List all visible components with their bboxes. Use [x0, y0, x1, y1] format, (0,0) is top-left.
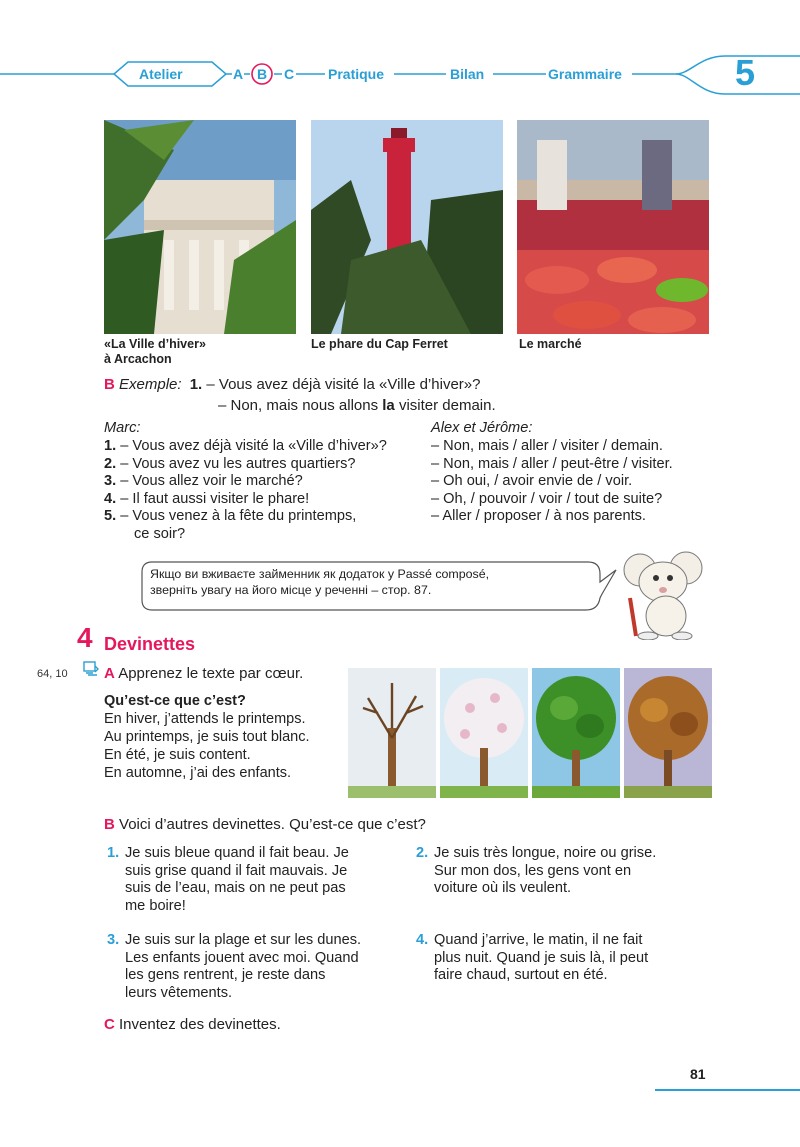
dialogue-line	[104, 438, 424, 456]
section-title: Devinettes	[104, 634, 196, 654]
dialogue-line	[104, 508, 424, 526]
riddle-number: 1.	[107, 845, 120, 861]
instruction-c-text: Inventez des devinettes.	[119, 1016, 281, 1033]
photo-ville-hiver	[104, 120, 296, 334]
line-text: – Vous allez voir le marché?	[120, 473, 303, 489]
riddle-line: plus nuit. Quand je suis là, il peut	[434, 949, 649, 966]
riddle-line: Les enfants jouent avec moi. Quand	[125, 949, 359, 966]
example-number: 1.	[189, 376, 203, 393]
instruction-b	[104, 816, 426, 833]
tree-winter	[348, 668, 436, 798]
market-image	[517, 120, 709, 334]
riddle-number: 2.	[416, 845, 429, 861]
example-answer	[218, 397, 496, 415]
nav-grammaire[interactable]: Grammaire	[548, 66, 622, 82]
section-number: 4	[77, 622, 93, 653]
line-text: – Vous avez déjà visité la «Ville d’hiver»?	[120, 438, 387, 454]
riddle-line: les gens rentrent, je reste dans	[125, 967, 326, 984]
bubble-line: Якщо ви вживаєте займенник як додаток у Passé composé,	[150, 567, 490, 581]
riddle-line: Je suis bleue quand il fait beau. Je	[125, 845, 349, 861]
example-answer-bold: la	[382, 397, 395, 414]
instruction-b-text: Voici d’autres devinettes. Qu’est-ce que c’est?	[119, 816, 426, 833]
villa-image	[104, 120, 296, 334]
example-label: Exemple:	[119, 376, 182, 393]
poem-line: Au printemps, je suis tout blanc.	[104, 729, 310, 745]
audio-icon[interactable]	[83, 661, 99, 678]
nav-a[interactable]: A	[233, 66, 244, 82]
poem-title: Qu’est-ce que c’est?	[104, 693, 246, 709]
tree-summer	[532, 668, 620, 798]
bubble-text	[150, 566, 489, 598]
example-answer-post: visiter demain.	[394, 397, 496, 414]
dialogue-line	[104, 473, 424, 491]
marc-lines	[104, 438, 424, 543]
example-question: – Vous avez déjà visité la «Ville d’hiver»?	[206, 376, 481, 393]
riddle-line: leurs vêtements.	[125, 984, 233, 1001]
line-number: 5.	[104, 508, 117, 524]
page-number: 81	[690, 1066, 706, 1082]
nav-c[interactable]: C	[284, 66, 295, 82]
riddle-line: suis de l’eau, mais on ne peut pas	[125, 880, 346, 897]
riddle-3	[107, 932, 407, 1002]
example-answer-pre: – Non, mais nous allons	[218, 397, 383, 414]
poem-line: En hiver, j’attends le printemps.	[104, 711, 306, 727]
speaker-alex-jerome: Alex et Jérôme:	[431, 420, 533, 436]
instruction-b-letter: B	[104, 816, 115, 833]
exercise-b-letter: B	[104, 376, 115, 393]
riddle-1	[107, 845, 397, 915]
instruction-c-letter: C	[104, 1016, 115, 1033]
unit-number: 5	[735, 52, 756, 93]
caption-line: à Arcachon	[104, 352, 172, 366]
caption-line: «La Ville d’hiver»	[104, 337, 206, 351]
example-block	[104, 376, 480, 394]
tree-autumn	[624, 668, 712, 798]
lighthouse-image	[311, 120, 503, 334]
mascot-mouse	[618, 548, 708, 640]
caption-marche: Le marché	[519, 337, 582, 351]
riddle-line: Sur mon dos, les gens vont en	[434, 862, 632, 879]
caption-ville-hiver	[104, 337, 206, 367]
dialogue-line	[104, 491, 424, 509]
photo-phare	[311, 120, 503, 334]
photo-marche	[517, 120, 709, 334]
poem-line: En automne, j’ai des enfants.	[104, 765, 292, 781]
response-line: – Aller / proposer / à nos parents.	[431, 508, 646, 524]
response-line: – Oh, / pouvoir / voir / tout de suite?	[431, 490, 663, 507]
instruction-c	[104, 1016, 281, 1033]
instruction-a-text: Apprenez le texte par cœur.	[118, 665, 304, 682]
alex-jerome-lines	[431, 438, 721, 526]
riddle-line: me boire!	[125, 897, 186, 914]
poem	[104, 692, 310, 782]
riddle-4	[416, 932, 716, 985]
response-line: – Oh oui, / avoir envie de / voir.	[431, 473, 633, 489]
dialogue-line	[104, 456, 424, 474]
poem-line: En été, je suis content.	[104, 747, 251, 763]
line-number: 3.	[104, 473, 117, 489]
footer-rule	[655, 1089, 800, 1091]
riddle-line: Quand j’arrive, le matin, il ne fait	[434, 932, 643, 948]
line-number: 4.	[104, 490, 117, 507]
line-text: – Il faut aussi visiter le phare!	[120, 490, 310, 507]
header-nav	[0, 0, 800, 110]
response-line: – Non, mais / aller / peut-être / visiter.	[431, 455, 673, 472]
riddle-line: Je suis sur la plage et sur les dunes.	[125, 932, 362, 948]
riddle-2	[416, 845, 716, 898]
response-line: – Non, mais / aller / visiter / demain.	[431, 438, 663, 454]
caption-phare: Le phare du Cap Ferret	[311, 337, 448, 351]
riddle-line: faire chaud, surtout en été.	[434, 967, 608, 984]
instruction-a	[104, 665, 303, 682]
line-text: – Vous venez à la fête du printemps,	[120, 508, 357, 524]
nav-bilan[interactable]: Bilan	[450, 66, 485, 82]
dialogue-line-continuation: ce soir?	[134, 525, 186, 542]
instruction-a-letter: A	[104, 665, 115, 682]
line-text: – Vous avez vu les autres quartiers?	[120, 455, 356, 472]
bubble-line: зверніть увагу на його місце у реченні – стор. 87.	[150, 583, 432, 597]
riddle-line: suis grise quand il fait mauvais. Je	[125, 862, 348, 879]
riddle-number: 4.	[416, 932, 429, 948]
line-number: 1.	[104, 438, 117, 454]
audio-track: 64, 10	[37, 668, 68, 680]
nav-atelier[interactable]: Atelier	[139, 66, 183, 82]
line-number: 2.	[104, 455, 117, 472]
riddle-line: voiture où ils veulent.	[434, 880, 572, 897]
riddle-line: Je suis très longue, noire ou grise.	[434, 845, 657, 861]
nav-pratique[interactable]: Pratique	[328, 66, 385, 82]
nav-b[interactable]: B	[257, 66, 268, 82]
tree-spring	[440, 668, 528, 798]
nav-lines	[0, 0, 800, 110]
riddle-number: 3.	[107, 932, 120, 948]
speaker-marc: Marc:	[104, 420, 141, 436]
